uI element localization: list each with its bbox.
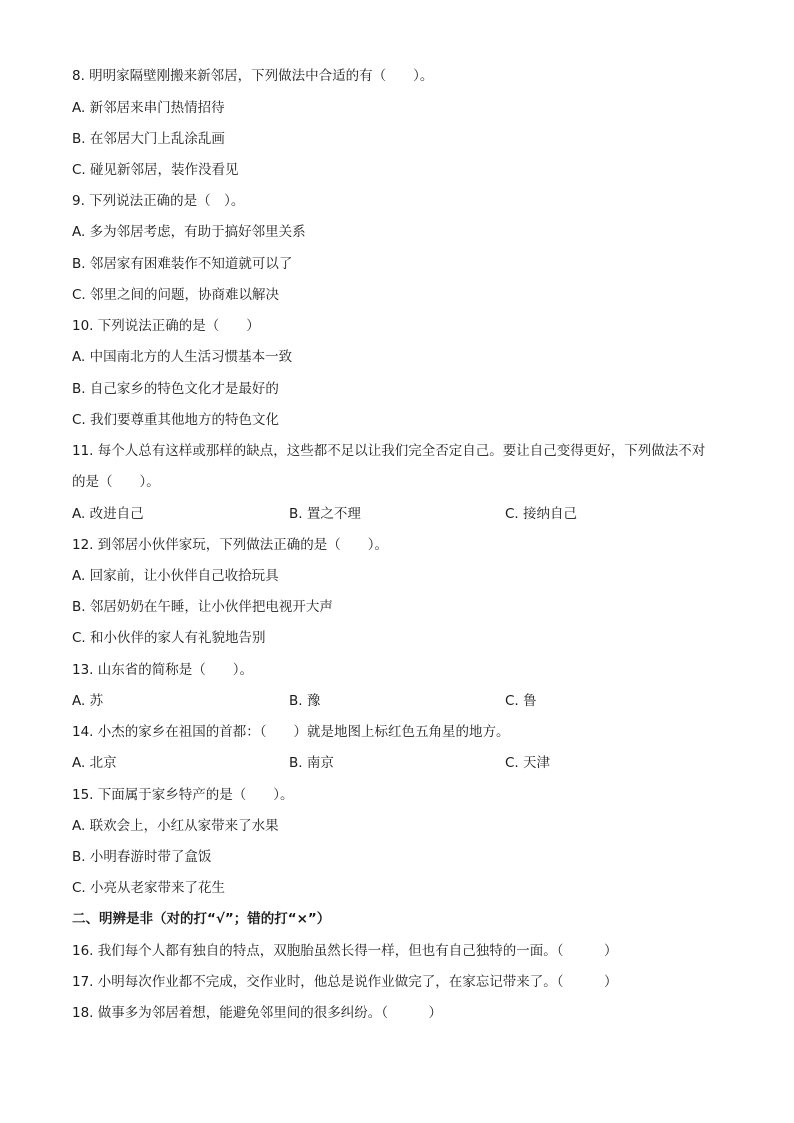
question-11-option-a: A. 改进自己 (72, 506, 144, 522)
question-14-stem: 14. 小杰的家乡在祖国的首都：（ ）就是地图上标红色五角星的地方。 (72, 724, 510, 740)
question-13-option-c: C. 鲁 (505, 693, 537, 709)
question-9-option-c: C. 邻里之间的问题，协商难以解决 (72, 287, 280, 303)
question-9-option-a: A. 多为邻居考虑，有助于搞好邻里关系 (72, 224, 306, 240)
question-8-option-c: C. 碰见新邻居，装作没看见 (72, 162, 239, 178)
question-11-option-b: B. 置之不理 (289, 506, 361, 522)
question-9-stem: 9. 下列说法正确的是（ ）。 (72, 193, 245, 209)
question-10-option-a: A. 中国南北方的人生活习惯基本一致 (72, 349, 293, 365)
question-12-option-a: A. 回家前，让小伙伴自己收拾玩具 (72, 568, 279, 584)
question-13-stem: 13. 山东省的简称是（ ）。 (72, 662, 254, 678)
question-15-option-b: B. 小明春游时带了盒饭 (72, 849, 212, 865)
question-18: 18. 做事多为邻居着想，能避免邻里间的很多纠纷。（ ） (72, 1005, 443, 1021)
question-11-stem-line-2: 的是（ ）。 (72, 474, 160, 490)
question-10-option-b: B. 自己家乡的特色文化才是最好的 (72, 381, 279, 397)
question-12-option-c: C. 和小伙伴的家人有礼貌地告别 (72, 630, 266, 646)
question-15-option-a: A. 联欢会上，小红从家带来了水果 (72, 818, 279, 834)
question-8-stem: 8. 明明家隔壁刚搬来新邻居，下列做法中合适的有（ ）。 (72, 68, 434, 84)
section-2-heading: 二、明辨是非（对的打“√”；错的打“×”） (72, 911, 331, 927)
question-13-option-b: B. 豫 (289, 693, 321, 709)
question-17: 17. 小明每次作业都不完成，交作业时，他总是说作业做完了，在家忘记带来了。（ ） (72, 974, 618, 990)
question-14-option-c: C. 天津 (505, 755, 551, 771)
question-11-option-c: C. 接纳自己 (505, 506, 578, 522)
question-10-option-c: C. 我们要尊重其他地方的特色文化 (72, 412, 280, 428)
question-8-option-a: A. 新邻居来串门热情招待 (72, 100, 225, 116)
question-8-option-b: B. 在邻居大门上乱涂乱画 (72, 131, 225, 147)
question-15-option-c: C. 小亮从老家带来了花生 (72, 880, 226, 896)
question-10-stem: 10. 下列说法正确的是（ ） (72, 318, 260, 334)
question-12-option-b: B. 邻居奶奶在午睡，让小伙伴把电视开大声 (72, 599, 333, 615)
question-9-option-b: B. 邻居家有困难装作不知道就可以了 (72, 256, 293, 272)
question-11-stem-line-1: 11. 每个人总有这样或那样的缺点，这些都不足以让我们完全否定自己。要让自己变得更好，下列做法不对 (72, 443, 706, 459)
question-14-option-a: A. 北京 (72, 755, 117, 771)
question-12-stem: 12. 到邻居小伙伴家玩，下列做法正确的是（ ）。 (72, 537, 389, 553)
question-14-option-b: B. 南京 (289, 755, 334, 771)
question-13-option-a: A. 苏 (72, 693, 104, 709)
question-16: 16. 我们每个人都有独自的特点，双胞胎虽然长得一样，但也有自己独特的一面。（ ） (72, 943, 618, 959)
question-15-stem: 15. 下面属于家乡特产的是（ ）。 (72, 787, 294, 803)
